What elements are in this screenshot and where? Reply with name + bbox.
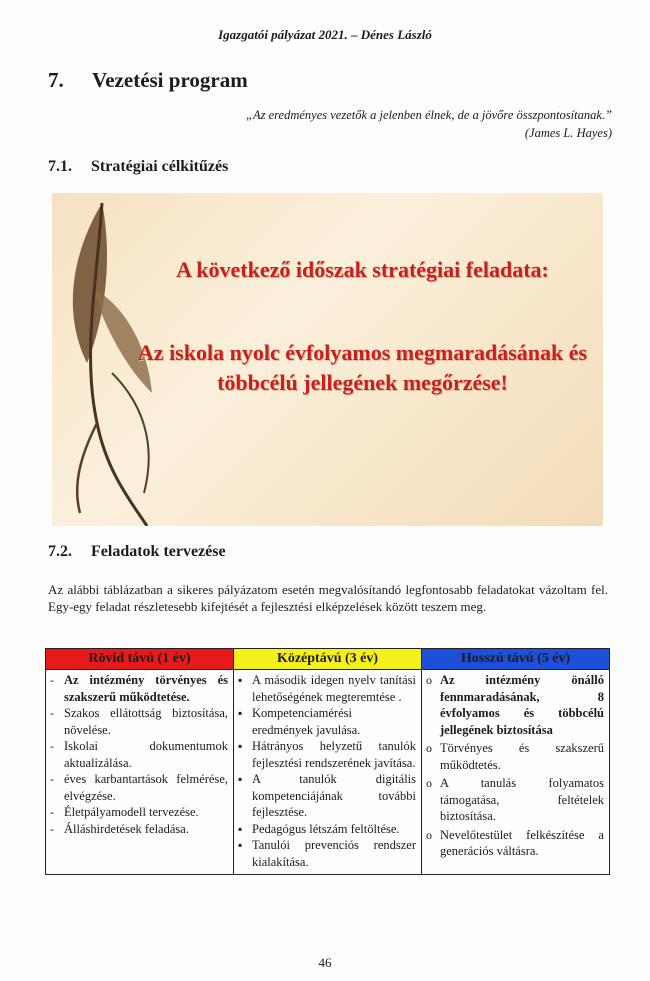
page-number: 46 [318,955,332,970]
table-item [426,672,604,738]
task-plan-table [45,648,610,875]
bullet-marker: - [50,821,54,836]
table-item [50,771,228,804]
subsection-heading-strategy [48,158,228,176]
epigraph [246,106,612,142]
table-item-text: Pedagógus létszám feltöltése. [252,821,400,836]
section-heading [48,68,248,93]
table-item [50,821,228,838]
bullet-marker: - [50,739,54,753]
bullet-marker: ▪ [238,673,243,687]
subsection-number: 7.1. [48,158,72,175]
table-item-text: A második idegen nyelv tanítási lehetőségének megteremtése . [252,673,416,704]
bullet-marker: ▪ [238,838,243,852]
header-short-term: Rövid távú (1 év) [46,649,234,670]
bullet-marker: ▪ [238,706,243,720]
intro-paragraph: Az alábbi táblázatban a sikeres pályázatom esetén megvalósítandó legfontosabb feladatokat vázoltam fel. Egy-egy feladat részletesebb kifejtését a fejlesztési elképzelések között teszem meg. [48,582,608,614]
short-term-cell [46,670,234,875]
table-item [426,775,604,825]
table-item-text: Kompetenciamérési eredmények javulása. [252,706,361,737]
table-item-text: Életpályamodell tervezése. [64,805,199,819]
table-item [238,672,416,705]
table-item-text: Álláshirdetések feladása. [64,821,189,836]
table-item [238,738,416,771]
table-item-text: A tanulás folyamatos támogatása, feltételek biztosítása. [440,776,604,823]
table-item-text: Iskolai dokumentumok aktualizálása. [64,739,228,770]
short-term-list [50,672,228,837]
bullet-marker: ▪ [238,821,243,836]
banner-goal: Az iskola nyolc évfolyamos megmaradásának és többcélú jellegének megőrzése! [137,340,588,395]
header-mid-term: Középtávú (3 év) [234,649,422,670]
bullet-marker: - [50,805,54,819]
table-item [238,821,416,838]
bullet-marker: o [426,741,432,755]
long-term-list [426,672,604,860]
table-item-text: Szakos ellátottság biztosítása, növelése. [64,706,228,737]
table-item [426,827,604,860]
bullet-marker: - [50,673,54,687]
table-item-text: A tanulók digitális kompetenciájának további fejlesztése. [252,772,416,819]
page-header: Igazgatói pályázat 2021. – Dénes László [218,27,432,42]
bullet-marker: - [50,706,54,720]
table-item [238,771,416,821]
table-item [50,705,228,738]
bullet-marker: o [426,776,432,790]
table-item-text: Nevelőtestület felkészítése a generációs váltásra. [440,827,604,858]
subsection-title: Stratégiai célkitűzés [91,158,229,175]
table-item-text: Tanulói prevenciós rendszer kialakítása. [252,838,416,869]
subsection-heading-tasks [48,543,226,561]
quote-author: (James L. Hayes) [524,126,612,140]
long-term-cell [422,670,610,875]
table-item [426,740,604,773]
table-item-text: Hátrányos helyzetű tanulók fejlesztési rendszerének javítása. [252,739,416,770]
bullet-marker: o [426,827,432,842]
header-long-term: Hosszú távú (5 év) [422,649,610,670]
subsection-number: 7.2. [48,543,72,560]
quote-text: „Az eredményes vezetők a jelenben élnek, de a jövőre összpontosítanak.” [246,108,612,122]
bullet-marker: ▪ [238,739,243,753]
table-item [50,672,228,705]
table-item [50,804,228,821]
mid-term-list [238,672,416,870]
table-item [238,837,416,870]
mid-term-cell [234,670,422,875]
table-item-text: Az intézmény önálló fennmaradásának, 8 évfolyamos és többcélú jellegének biztosítása [440,673,604,737]
bullet-marker: - [50,772,54,786]
section-number: 7. [48,68,64,92]
table-item-text: Az intézmény törvényes és szakszerű működtetése. [64,673,228,704]
table-item [50,738,228,771]
section-title: Vezetési program [92,68,248,92]
bullet-marker: o [426,673,432,687]
strategy-banner [52,193,603,526]
bullet-marker: ▪ [238,772,243,786]
table-item [238,705,416,738]
banner-headline: A következő időszak stratégiai feladata: [176,257,549,282]
table-item-text: éves karbantartások felmérése, elvégzése. [64,772,228,803]
subsection-title: Feladatok tervezése [91,543,226,560]
table-item-text: Törvényes és szakszerű működtetés. [440,741,604,772]
